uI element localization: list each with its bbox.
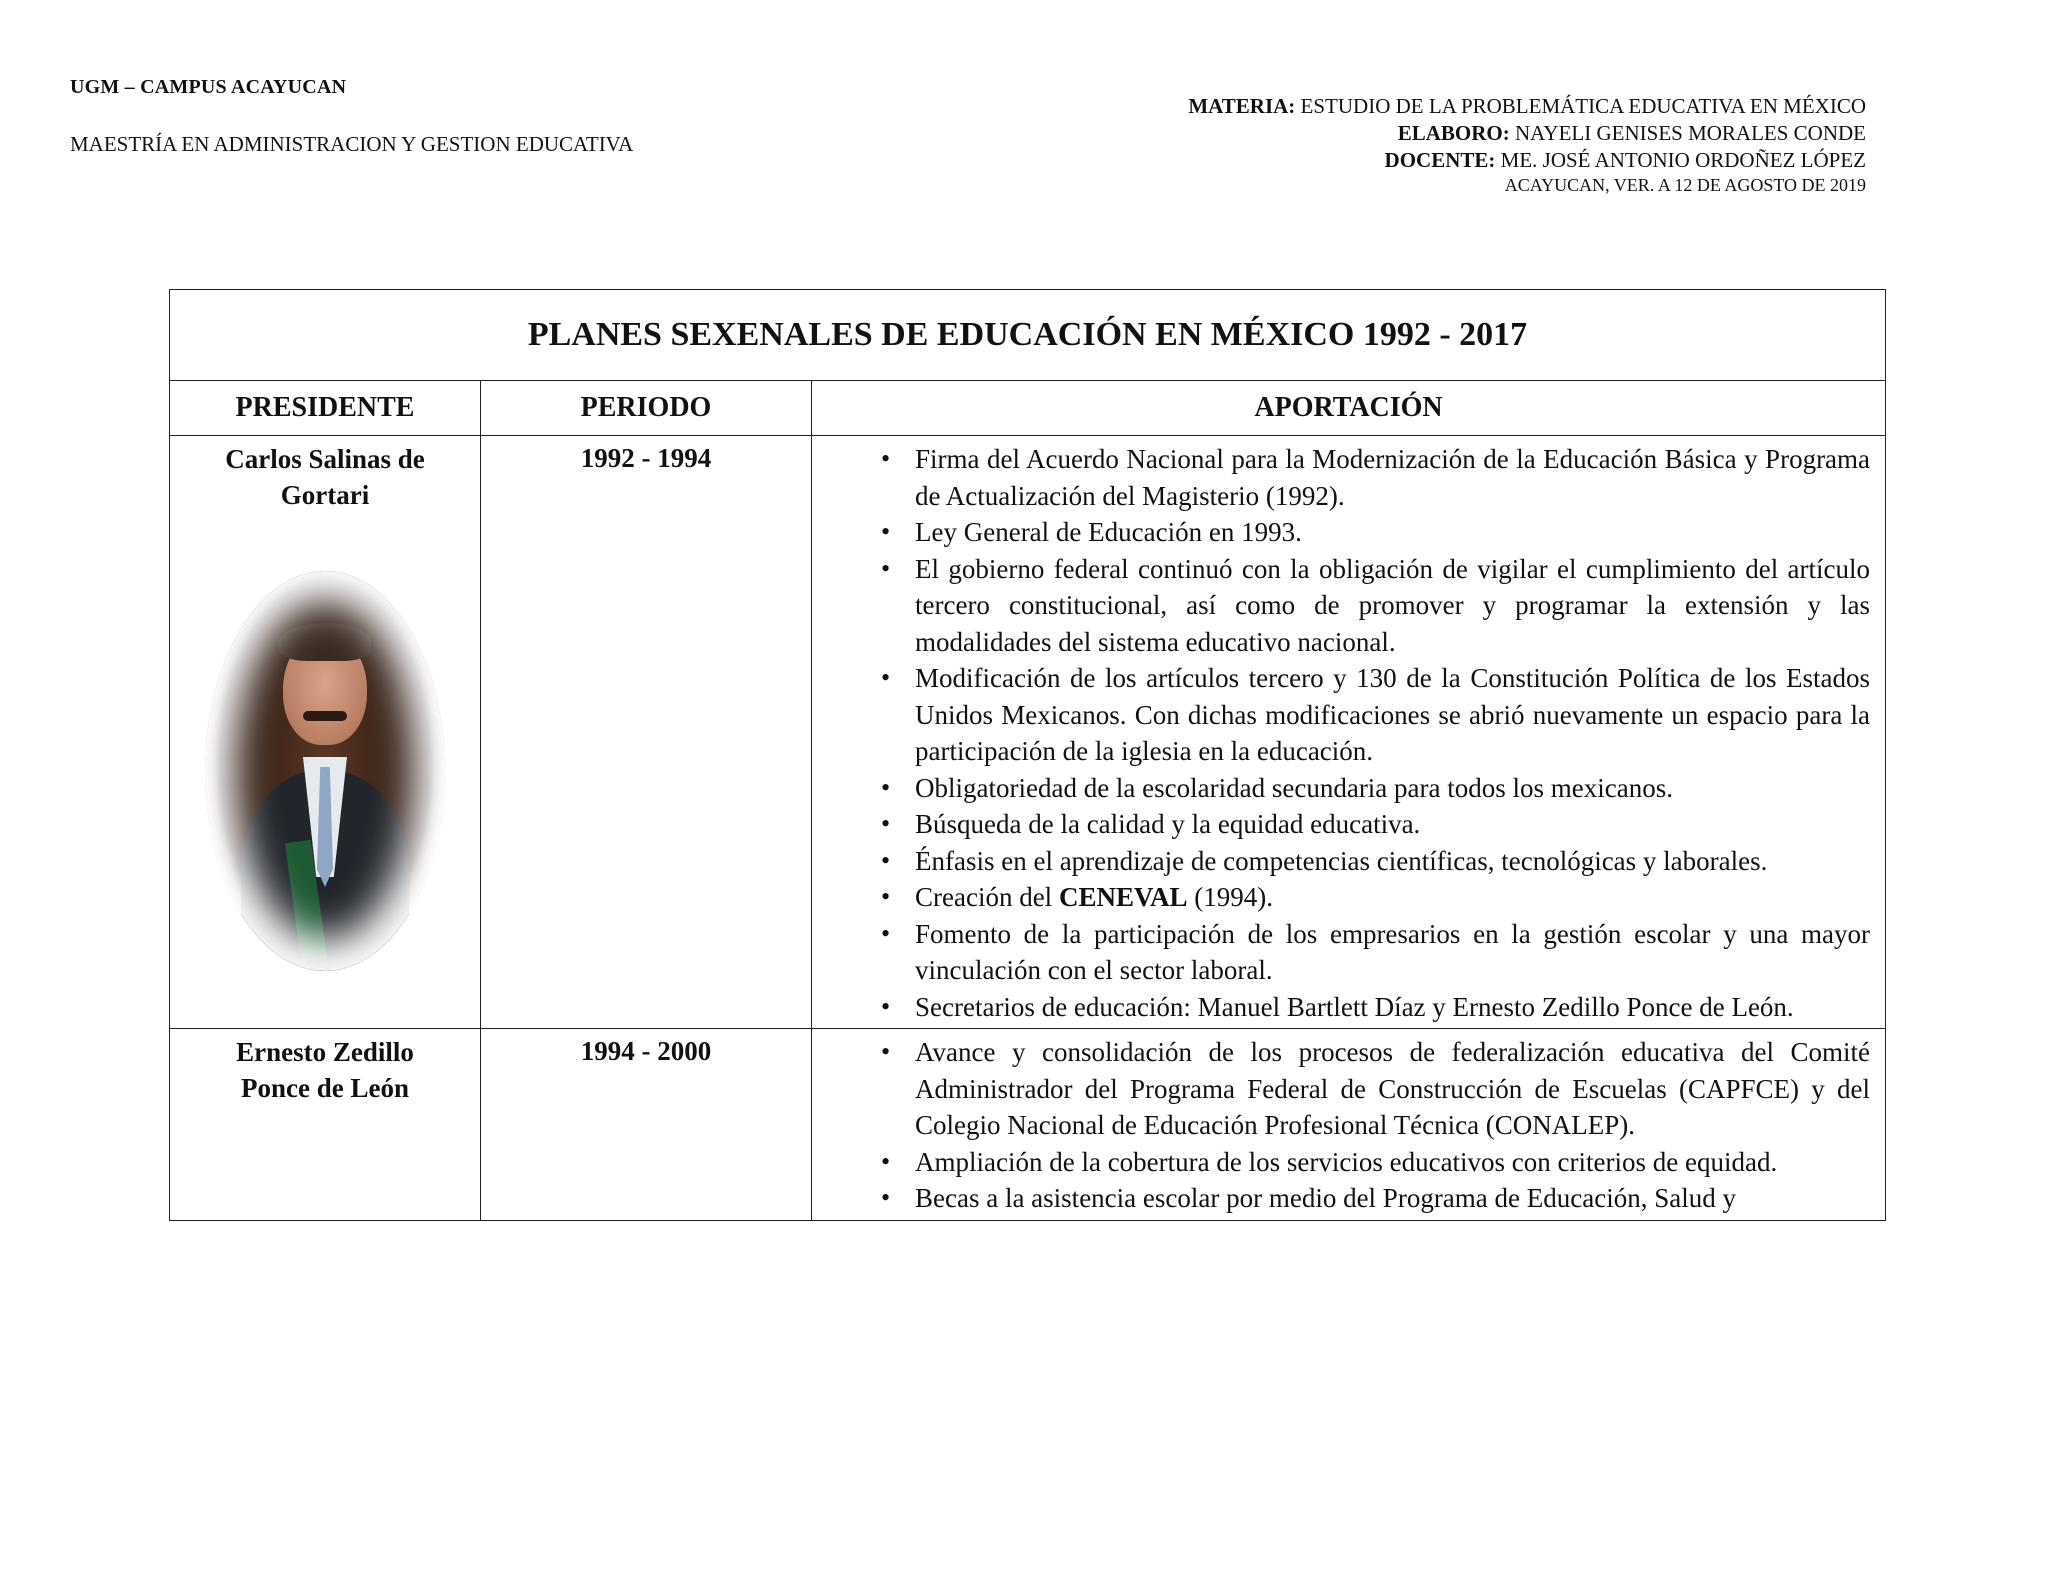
contribution-list — [813, 1030, 1884, 1219]
president-portrait — [205, 571, 445, 971]
president-cell — [170, 1029, 481, 1221]
table-row — [170, 1029, 1886, 1221]
list-item: • Becas a la asistencia escolar por medio del Programa de Educación, Salud y — [833, 1180, 1870, 1217]
president-name-line: Gortari — [280, 480, 370, 510]
list-item — [833, 879, 1870, 916]
list-item: • Ley General de Educación en 1993. — [833, 514, 1870, 551]
place-date: ACAYUCAN, VER. A 12 DE AGOSTO DE 2019 — [1504, 175, 1866, 195]
ceneval-suffix: (1994). — [1187, 882, 1273, 912]
president-name — [171, 1030, 479, 1106]
ceneval-prefix: Creación del — [915, 882, 1059, 912]
education-plans-table — [169, 289, 1886, 1221]
table-row — [170, 436, 1886, 1029]
list-item: • Firma del Acuerdo Nacional para la Modernización de la Educación Básica y Programa de Actualización del Magisterio (1992). — [833, 441, 1870, 514]
contribution-list — [813, 437, 1884, 1027]
list-item: • Modificación de los artículos tercero y 130 de la Constitución Política de los Estados Unidos Mexicanos. Con dichas modificaciones se abrió nuevamente un espacio para la participación de la iglesia en la educación. — [833, 660, 1870, 770]
president-cell — [170, 436, 481, 1029]
period-cell: 1992 - 1994 — [481, 436, 812, 1029]
president-name-line: Ponce de León — [241, 1073, 409, 1103]
column-header-aportacion: APORTACIÓN — [812, 381, 1886, 436]
column-header-periodo: PERIODO — [481, 381, 812, 436]
materia-value: ESTUDIO DE LA PROBLEMÁTICA EDUCATIVA EN MÉXICO — [1300, 94, 1866, 118]
docente-value: ME. JOSÉ ANTONIO ORDOÑEZ LÓPEZ — [1500, 148, 1866, 172]
list-item: • Énfasis en el aprendizaje de competencias científicas, tecnológicas y laborales. — [833, 843, 1870, 880]
president-name-line: Ernesto Zedillo — [236, 1037, 414, 1067]
elaboro-line — [1188, 120, 1866, 147]
period-cell: 1994 - 2000 — [481, 1029, 812, 1221]
docente-line — [1188, 147, 1866, 174]
column-header-presidente: PRESIDENTE — [170, 381, 481, 436]
list-item: • El gobierno federal continuó con la obligación de vigilar el cumplimiento del artículo tercero constitucional, así como de promover y programar la extensión y las modalidades del sistema educativo nacional. — [833, 551, 1870, 661]
table-title: PLANES SEXENALES DE EDUCACIÓN EN MÉXICO 1992 - 2017 — [170, 290, 1886, 381]
materia-label: MATERIA: — [1188, 94, 1296, 118]
campus-heading: UGM – CAMPUS ACAYUCAN — [70, 76, 347, 98]
list-item: • Búsqueda de la calidad y la equidad educativa. — [833, 806, 1870, 843]
document-info — [1188, 93, 1866, 196]
list-item: • Avance y consolidación de los procesos de federalización educativa del Comité Administrador del Programa Federal de Construcción de Escuelas (CAPFCE) y del Colegio Nacional de Educación Profesional Técnica (CONALEP). — [833, 1034, 1870, 1144]
list-item: • Ampliación de la cobertura de los servicios educativos con criterios de equidad. — [833, 1144, 1870, 1181]
contribution-cell — [812, 436, 1886, 1029]
president-name-line: Carlos Salinas de — [225, 444, 425, 474]
materia-line — [1188, 93, 1866, 120]
list-item: • Secretarios de educación: Manuel Bartlett Díaz y Ernesto Zedillo Ponce de León. — [833, 989, 1870, 1026]
docente-label: DOCENTE: — [1384, 148, 1496, 172]
ceneval-name: CENEVAL — [1058, 882, 1188, 912]
list-item: • Fomento de la participación de los empresarios en la gestión escolar y una mayor vinculación con el sector laboral. — [833, 916, 1870, 989]
elaboro-label: ELABORO: — [1397, 121, 1510, 145]
elaboro-value: NAYELI GENISES MORALES CONDE — [1515, 121, 1866, 145]
program-heading: MAESTRÍA EN ADMINISTRACION Y GESTION EDUCATIVA — [70, 132, 634, 156]
president-name — [171, 437, 479, 513]
list-item: • Obligatoriedad de la escolaridad secundaria para todos los mexicanos. — [833, 770, 1870, 807]
contribution-cell — [812, 1029, 1886, 1221]
